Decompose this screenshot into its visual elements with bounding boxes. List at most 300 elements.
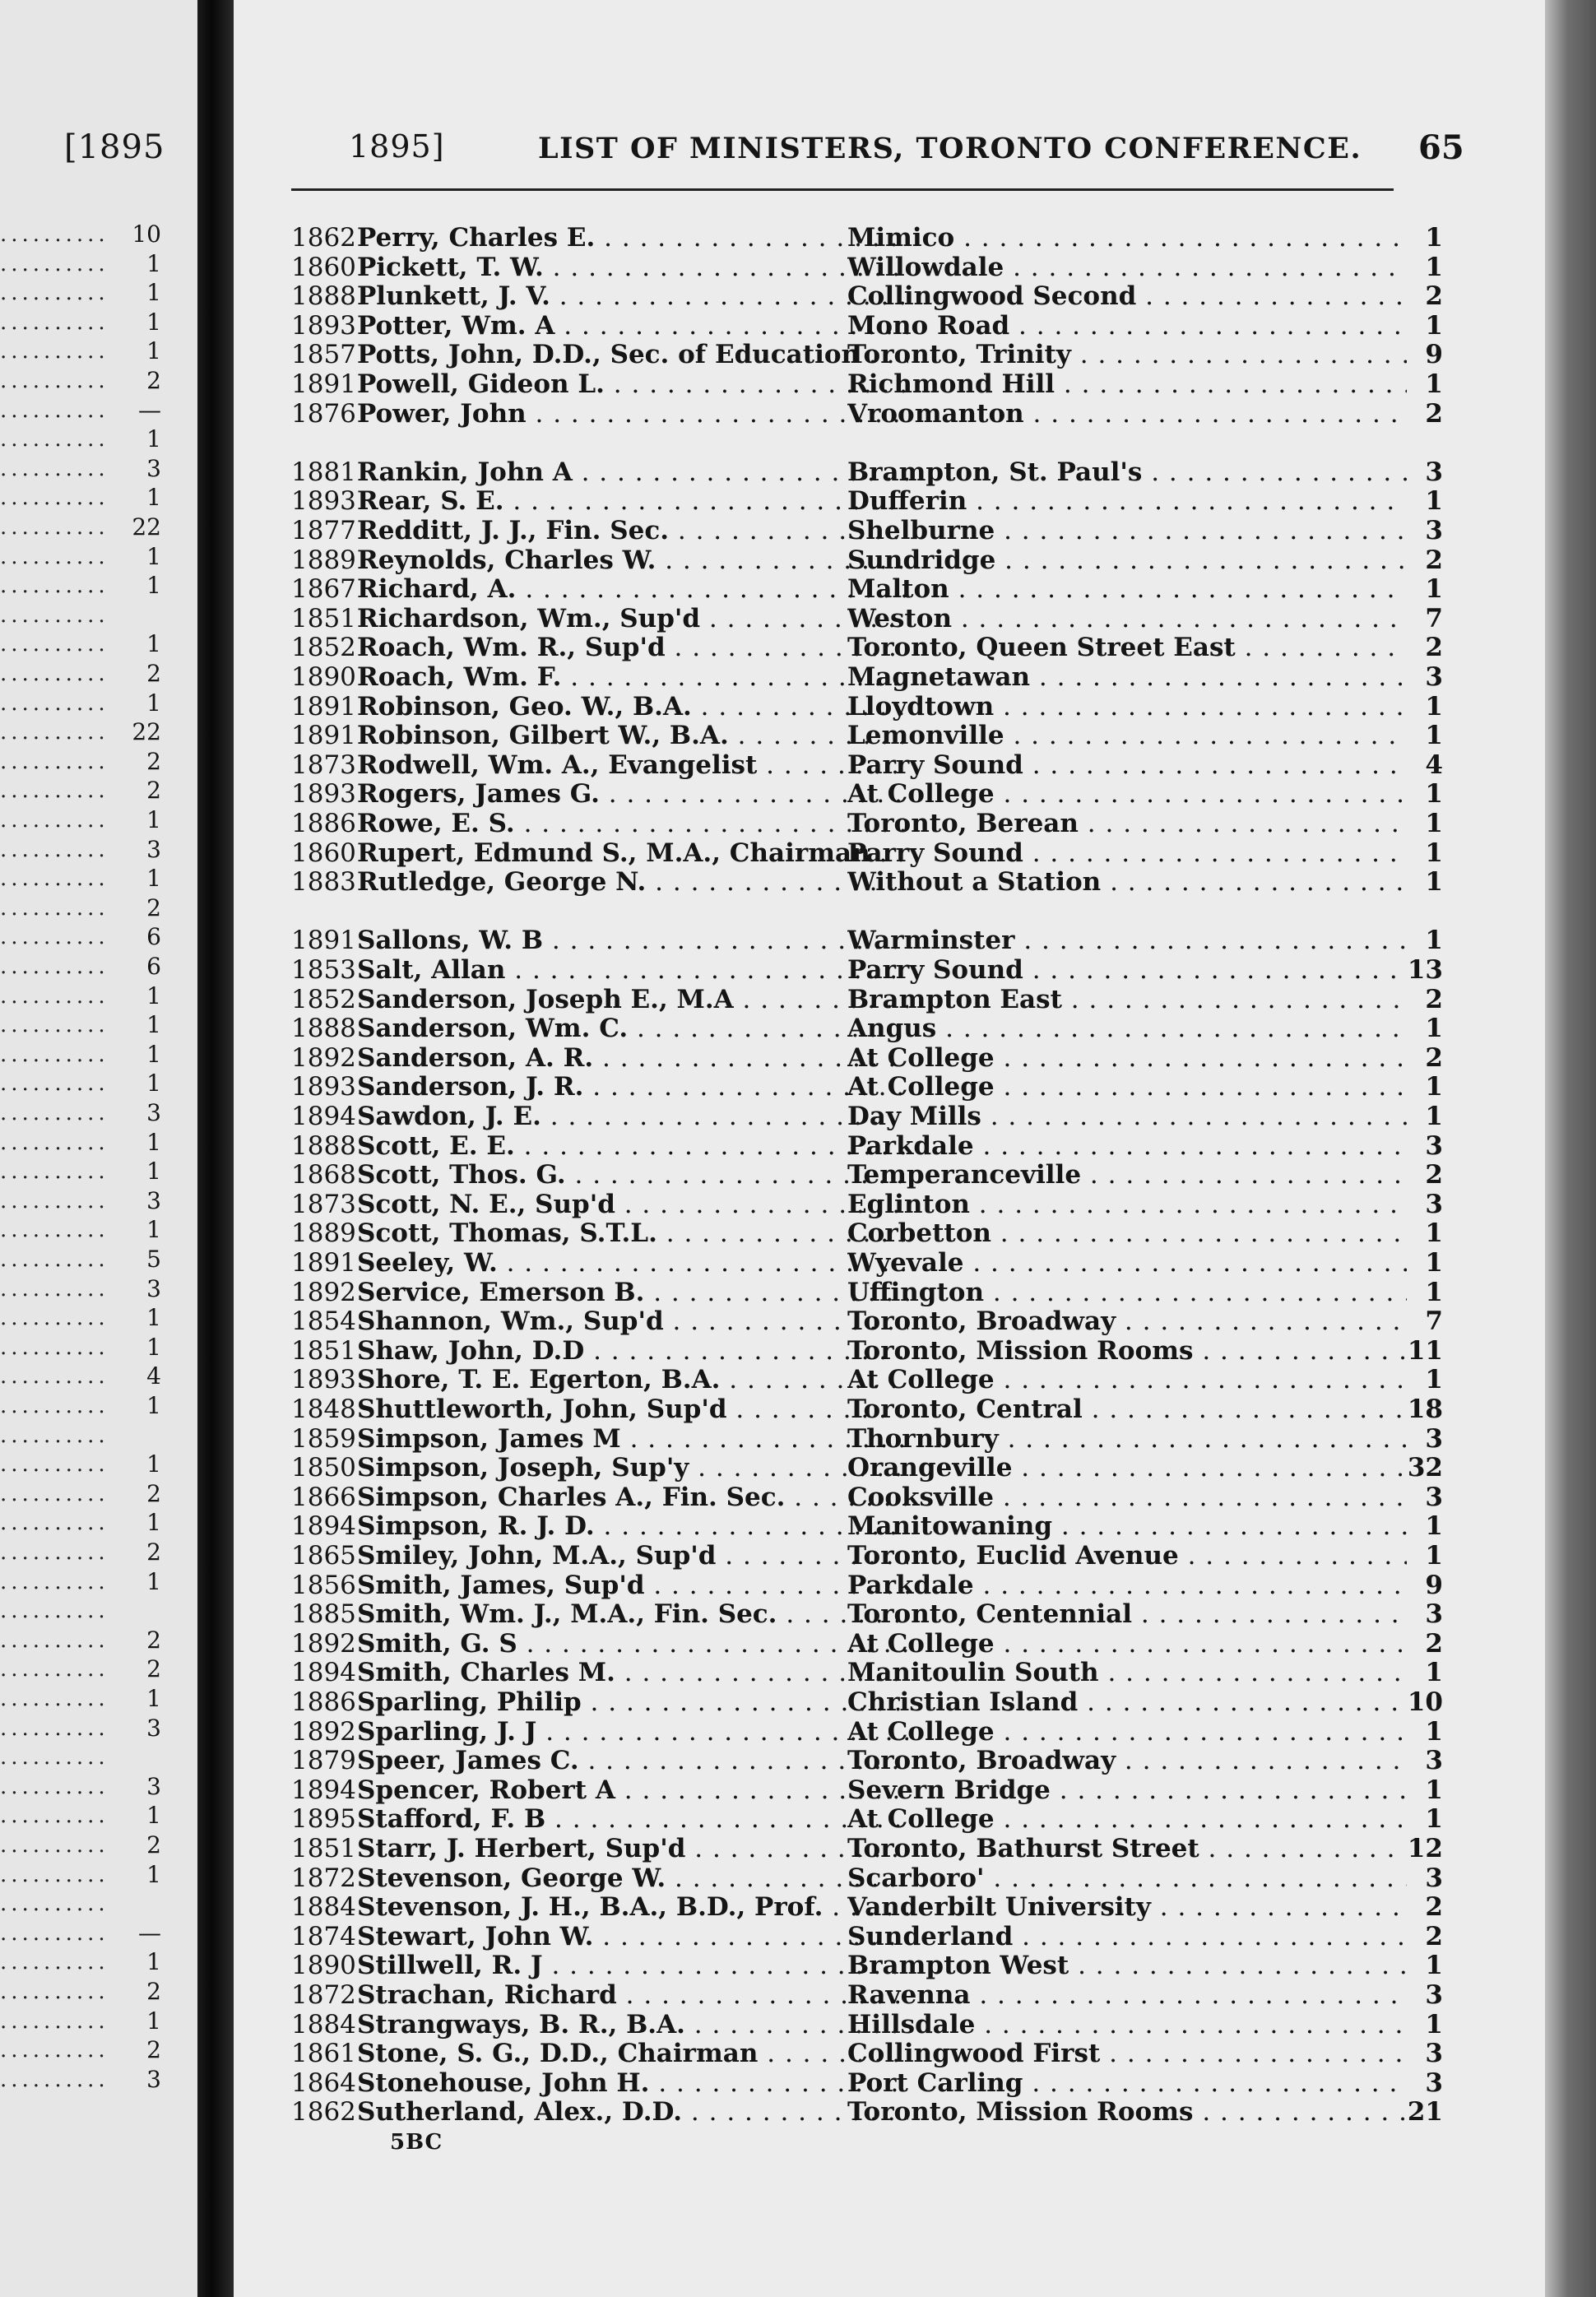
years-count: 2 xyxy=(1425,398,1443,429)
facing-page-value: 4 xyxy=(146,1362,161,1390)
facing-page-row xyxy=(0,894,161,922)
minister-name: Roach, Wm. R., Sup'd . . . xyxy=(357,633,908,663)
facing-page-row xyxy=(0,718,161,746)
entry-year: 1891 xyxy=(291,691,356,722)
list-item xyxy=(291,340,1443,370)
station-name: Manitoulin South . . . xyxy=(847,1659,1407,1688)
entry-year: 1889 xyxy=(291,1218,356,1249)
entry-year: 1868 xyxy=(291,1160,356,1190)
entry-year: 1893 xyxy=(291,1072,356,1102)
entry-year: 1862 xyxy=(291,223,356,253)
minister-name: Sanderson, Wm. C. . . . xyxy=(357,1014,908,1044)
leader-dots: .......... xyxy=(0,1745,109,1770)
years-count: 1 xyxy=(1425,838,1443,868)
station-name: Ravenna . . . xyxy=(847,1981,1407,2011)
facing-page-row xyxy=(0,1422,161,1450)
station-name: Thornbury . . . xyxy=(847,1425,1407,1455)
facing-page-value: 22 xyxy=(132,718,161,746)
minister-name: Stevenson, George W. . . . xyxy=(357,1864,908,1894)
years-count: 1 xyxy=(1425,2009,1443,2039)
facing-page-value: 1 xyxy=(146,630,161,658)
facing-page-value: — xyxy=(138,1919,161,1947)
years-count: 1 xyxy=(1425,1365,1443,1395)
leader-dots: .......... xyxy=(0,1715,109,1741)
facing-page-row xyxy=(0,425,161,453)
station-name: Orangeville . . . xyxy=(847,1454,1407,1483)
facing-page-row xyxy=(0,1275,161,1303)
minister-name: Rear, S. E. . . . xyxy=(357,487,908,517)
leader-dots: .......... xyxy=(0,1071,109,1097)
station-name: Vroomanton . . . xyxy=(847,400,1407,429)
entry-year: 1851 xyxy=(291,1335,356,1366)
years-count: 3 xyxy=(1425,1746,1443,1776)
facing-page-row xyxy=(0,1538,161,1566)
facing-page-value: 1 xyxy=(146,2007,161,2035)
entry-year: 1851 xyxy=(291,1834,356,1863)
list-item xyxy=(291,721,1443,751)
signature-mark: 5BC xyxy=(390,2130,443,2155)
minister-name: Richard, A. . . . xyxy=(357,575,908,605)
station-name: Collingwood First . . . xyxy=(847,2039,1407,2069)
entry-year: 1850 xyxy=(291,1453,356,1483)
station-name: Port Carling . . . xyxy=(847,2069,1407,2099)
minister-name: Stewart, John W. . . . xyxy=(357,1923,908,1952)
facing-page-value: 1 xyxy=(146,1948,161,1976)
list-item xyxy=(291,1248,1443,1278)
entry-year: 1854 xyxy=(291,1306,356,1337)
entry-year: 1877 xyxy=(291,516,356,545)
leader-dots: .......... xyxy=(0,602,109,628)
station-name: Angus . . . xyxy=(847,1014,1407,1044)
facing-page-value: 2 xyxy=(146,747,161,775)
header-year: 1895] xyxy=(349,128,445,165)
facing-page-value: 1 xyxy=(146,1567,161,1595)
facing-page-value: 1 xyxy=(146,689,161,717)
list-item xyxy=(291,1687,1443,1718)
entry-year: 1857 xyxy=(291,340,356,370)
station-name: Hillsdale . . . xyxy=(847,2011,1407,2040)
station-name: Parry Sound . . . xyxy=(847,956,1407,986)
entry-year: 1894 xyxy=(291,1511,356,1542)
years-count: 2 xyxy=(1425,1628,1443,1659)
entry-year: 1879 xyxy=(291,1746,356,1776)
years-count: 3 xyxy=(1425,1189,1443,1219)
facing-page-row xyxy=(0,1948,161,1976)
station-name: Toronto, Mission Rooms . . . xyxy=(847,1337,1407,1367)
list-item xyxy=(291,2039,1443,2069)
facing-page-value: 1 xyxy=(146,1040,161,1068)
years-count: 2 xyxy=(1425,545,1443,575)
entry-year: 1891 xyxy=(291,721,356,751)
leader-dots: .......... xyxy=(0,1569,109,1594)
facing-page-value: 3 xyxy=(146,1274,161,1302)
facing-page-row xyxy=(0,865,161,893)
list-item xyxy=(291,252,1443,283)
facing-page-row xyxy=(0,250,161,278)
entry-year: 1891 xyxy=(291,1248,356,1278)
station-name: Scarboro' . . . xyxy=(847,1864,1407,1894)
station-name: Dufferin . . . xyxy=(847,487,1407,517)
station-name: Lloydtown . . . xyxy=(847,693,1407,722)
facing-page-value: — xyxy=(138,396,161,424)
years-count: 1 xyxy=(1425,691,1443,722)
leader-dots: .......... xyxy=(0,1862,109,1887)
facing-page-value: 22 xyxy=(132,513,161,541)
years-count: 1 xyxy=(1425,1072,1443,1102)
list-item xyxy=(291,1306,1443,1337)
facing-page-fragment xyxy=(0,0,197,2297)
entry-year: 1865 xyxy=(291,1541,356,1571)
facing-page-row xyxy=(0,1568,161,1596)
station-name: Christian Island . . . xyxy=(847,1688,1407,1718)
facing-page-row xyxy=(0,1099,161,1127)
list-item xyxy=(291,1394,1443,1425)
facing-page-value: 1 xyxy=(146,1392,161,1419)
list-item xyxy=(291,2097,1443,2128)
years-count: 1 xyxy=(1425,1248,1443,1278)
leader-dots: .......... xyxy=(0,1013,109,1038)
station-name: At College . . . xyxy=(847,1718,1407,1747)
minister-name: Simpson, Charles A., Fin. Sec. . . . xyxy=(357,1483,908,1513)
minister-name: Powell, Gideon L. . . . xyxy=(357,370,908,400)
station-name: Toronto, Trinity . . . xyxy=(847,341,1407,370)
list-item xyxy=(291,867,1443,898)
station-name: Parry Sound . . . xyxy=(847,839,1407,869)
station-name: Sunderland . . . xyxy=(847,1923,1407,1952)
years-count: 3 xyxy=(1425,2067,1443,2098)
entry-year: 1892 xyxy=(291,1628,356,1659)
entry-year: 1861 xyxy=(291,2039,356,2069)
station-name: At College . . . xyxy=(847,1805,1407,1835)
list-item xyxy=(291,1189,1443,1220)
facing-page-row xyxy=(0,982,161,1010)
facing-page-row xyxy=(0,337,161,365)
entry-year: 1853 xyxy=(291,955,356,985)
page xyxy=(234,0,1557,2297)
page-title: LIST OF MINISTERS, TORONTO CONFERENCE. xyxy=(538,132,1362,165)
leader-dots: .......... xyxy=(0,1276,109,1302)
list-item xyxy=(291,1511,1443,1542)
leader-dots: .......... xyxy=(0,1247,109,1272)
station-name: Manitowaning . . . xyxy=(847,1512,1407,1542)
years-count: 3 xyxy=(1425,457,1443,487)
entry-year: 1884 xyxy=(291,1892,356,1923)
years-count: 2 xyxy=(1425,984,1443,1014)
minister-name: Stillwell, R. J . . . xyxy=(357,1951,908,1981)
list-item xyxy=(291,1628,1443,1659)
minister-name: Rupert, Edmund S., M.A., Chairman . . . xyxy=(357,839,908,869)
leader-dots: .......... xyxy=(0,1159,109,1185)
facing-page-row xyxy=(0,2007,161,2035)
facing-page-row xyxy=(0,806,161,834)
facing-page-value: 2 xyxy=(146,893,161,921)
page-edge xyxy=(1545,0,1596,2297)
minister-name: Stonehouse, John H. . . . xyxy=(357,2069,908,2099)
entry-year: 1852 xyxy=(291,984,356,1014)
leader-dots: .......... xyxy=(0,837,109,862)
entry-year: 1894 xyxy=(291,1658,356,1688)
facing-page-row xyxy=(0,397,161,425)
station-name: Mono Road . . . xyxy=(847,312,1407,341)
entry-year: 1890 xyxy=(291,1951,356,1981)
facing-page-row xyxy=(0,1978,161,2006)
years-count: 2 xyxy=(1425,281,1443,312)
years-count: 1 xyxy=(1425,867,1443,898)
station-name: Willowdale . . . xyxy=(847,253,1407,283)
list-item xyxy=(291,1570,1443,1601)
years-count: 1 xyxy=(1425,252,1443,282)
facing-page-row xyxy=(0,1070,161,1097)
minister-name: Sawdon, J. E. . . . xyxy=(357,1102,908,1132)
years-count: 18 xyxy=(1407,1394,1443,1424)
years-count: 3 xyxy=(1425,2039,1443,2069)
years-count: 1 xyxy=(1425,1014,1443,1044)
list-item xyxy=(291,1921,1443,1952)
list-item xyxy=(291,1892,1443,1923)
station-name: Toronto, Broadway . . . xyxy=(847,1747,1407,1776)
list-item xyxy=(291,1482,1443,1513)
leader-dots: .......... xyxy=(0,1422,109,1448)
years-count: 1 xyxy=(1425,310,1443,341)
facing-page-row xyxy=(0,660,161,688)
station-name: Day Mills . . . xyxy=(847,1102,1407,1132)
entry-year: 1894 xyxy=(291,1775,356,1805)
leader-dots: .......... xyxy=(0,983,109,1009)
list-item xyxy=(291,1277,1443,1308)
facing-page-row xyxy=(0,1890,161,1918)
leader-dots: .......... xyxy=(0,632,109,657)
station-name: Toronto, Central . . . xyxy=(847,1395,1407,1425)
minister-name: Rodwell, Wm. A., Evangelist . . . xyxy=(357,751,908,781)
minister-name: Potts, John, D.D., Sec. of Education . . . xyxy=(357,341,908,370)
facing-page-value: 1 xyxy=(146,542,161,570)
minister-name: Reynolds, Charles W. . . . xyxy=(357,546,908,576)
years-count: 4 xyxy=(1425,749,1443,780)
facing-page-value: 3 xyxy=(146,1714,161,1742)
minister-name: Strangways, B. R., B.A. . . . xyxy=(357,2011,908,2040)
list-item xyxy=(291,516,1443,546)
facing-page-row xyxy=(0,953,161,981)
station-name: Cooksville . . . xyxy=(847,1483,1407,1513)
list-item xyxy=(291,779,1443,810)
minister-name: Speer, James C. . . . xyxy=(357,1747,908,1776)
facing-page-value: 3 xyxy=(146,835,161,863)
leader-dots: .......... xyxy=(0,1188,109,1213)
list-item xyxy=(291,1834,1443,1864)
leader-dots: .......... xyxy=(0,1510,109,1536)
leader-dots: .......... xyxy=(0,2038,109,2063)
minister-name: Scott, N. E., Sup'd . . . xyxy=(357,1190,908,1220)
facing-page-value: 5 xyxy=(146,1246,161,1273)
facing-page-row xyxy=(0,1216,161,1244)
station-name: Lemonville . . . xyxy=(847,722,1407,751)
facing-page-row xyxy=(0,455,161,483)
list-item xyxy=(291,545,1443,576)
years-count: 1 xyxy=(1425,1277,1443,1307)
facing-page-row xyxy=(0,279,161,307)
facing-page-row xyxy=(0,2066,161,2094)
book-gutter xyxy=(197,0,234,2297)
entry-year: 1895 xyxy=(291,1804,356,1835)
facing-page-row xyxy=(0,572,161,600)
entry-year: 1886 xyxy=(291,809,356,838)
station-name: Toronto, Berean . . . xyxy=(847,810,1407,839)
minister-name: Shuttleworth, John, Sup'd . . . xyxy=(357,1395,908,1425)
list-item xyxy=(291,1130,1443,1162)
station-name: At College . . . xyxy=(847,780,1407,810)
years-count: 21 xyxy=(1407,2097,1443,2128)
facing-page-value: 1 xyxy=(146,484,161,512)
leader-dots: .......... xyxy=(0,339,109,364)
entry-year: 1891 xyxy=(291,369,356,399)
years-count: 2 xyxy=(1425,1160,1443,1190)
station-name: Brampton West . . . xyxy=(847,1951,1407,1981)
leader-dots: .......... xyxy=(0,720,109,745)
facing-page-value: 1 xyxy=(146,1158,161,1186)
entry-year: 1881 xyxy=(291,457,356,487)
facing-page-value: 2 xyxy=(146,1978,161,2005)
facing-page-row xyxy=(0,1246,161,1274)
facing-page-row xyxy=(0,1715,161,1742)
facing-page-value: 1 xyxy=(146,572,161,600)
entry-year: 1893 xyxy=(291,310,356,341)
list-item xyxy=(291,281,1443,312)
facing-page-value: 2 xyxy=(146,1831,161,1858)
leader-dots: .......... xyxy=(0,1130,109,1155)
list-item xyxy=(291,398,1443,429)
minister-name: Shaw, John, D.D . . . xyxy=(357,1337,908,1367)
leader-dots: .......... xyxy=(0,1803,109,1829)
leader-dots: .......... xyxy=(0,690,109,716)
leader-dots: .......... xyxy=(0,661,109,686)
facing-page-value: 1 xyxy=(146,1860,161,1888)
entry-year: 1860 xyxy=(291,252,356,282)
minister-name: Perry, Charles E. . . . xyxy=(357,224,908,253)
facing-page-value: 2 xyxy=(146,2036,161,2064)
entry-year: 1894 xyxy=(291,1102,356,1131)
minister-name: Richardson, Wm., Sup'd . . . xyxy=(357,605,908,634)
minister-name: Shannon, Wm., Sup'd . . . xyxy=(357,1307,908,1337)
facing-page-value: 2 xyxy=(146,777,161,805)
minister-name: Redditt, J. J., Fin. Sec. . . . xyxy=(357,517,908,546)
leader-dots: .......... xyxy=(0,222,109,247)
facing-page-value: 2 xyxy=(146,367,161,394)
minister-name: Sutherland, Alex., D.D. . . . xyxy=(357,2098,908,2128)
facing-page-row xyxy=(0,630,161,658)
minister-name: Simpson, James M . . . xyxy=(357,1425,908,1455)
years-count: 10 xyxy=(1407,1687,1443,1717)
facing-page-row xyxy=(0,484,161,512)
minister-name: Rogers, James G. . . . xyxy=(357,780,908,810)
station-name: Parkdale . . . xyxy=(847,1132,1407,1162)
minister-name: Sallons, W. B . . . xyxy=(357,926,908,956)
minister-name: Sanderson, J. R. . . . xyxy=(357,1073,908,1102)
station-name: Brampton, St. Paul's . . . xyxy=(847,458,1407,488)
leader-dots: .......... xyxy=(0,778,109,804)
leader-dots: .......... xyxy=(0,1599,109,1624)
station-name: Toronto, Bathurst Street . . . xyxy=(847,1835,1407,1864)
entry-year: 1872 xyxy=(291,1980,356,2010)
minister-name: Plunkett, J. V. . . . xyxy=(357,282,908,312)
facing-page-row xyxy=(0,1011,161,1039)
list-item xyxy=(291,1423,1443,1455)
list-item xyxy=(291,1951,1443,1981)
entry-year: 1862 xyxy=(291,2097,356,2128)
station-name: Warminster . . . xyxy=(847,926,1407,956)
facing-page-value: 1 xyxy=(146,425,161,453)
entry-year: 1851 xyxy=(291,603,356,633)
years-count: 3 xyxy=(1425,1130,1443,1161)
leader-dots: .......... xyxy=(0,749,109,774)
facing-page-row xyxy=(0,1509,161,1537)
list-item xyxy=(291,310,1443,341)
facing-page-value: 1 xyxy=(146,1216,161,1244)
station-name: Parry Sound . . . xyxy=(847,751,1407,781)
facing-page-value: 10 xyxy=(132,220,161,248)
list-item xyxy=(291,1775,1443,1806)
leader-dots: .......... xyxy=(0,309,109,335)
minister-name: Sparling, Philip . . . xyxy=(357,1688,908,1718)
entry-year: 1886 xyxy=(291,1687,356,1717)
section-gap xyxy=(291,898,1394,927)
facing-page-row xyxy=(0,1743,161,1771)
leader-dots: .......... xyxy=(0,1306,109,1331)
facing-page-value: 1 xyxy=(146,337,161,365)
list-item xyxy=(291,486,1443,517)
station-name: Toronto, Mission Rooms . . . xyxy=(847,2098,1407,2128)
facing-page-value: 2 xyxy=(146,1626,161,1654)
minister-name: Smith, James, Sup'd . . . xyxy=(357,1571,908,1601)
page-number: 65 xyxy=(1418,128,1464,167)
years-count: 1 xyxy=(1425,223,1443,253)
facing-page-row xyxy=(0,543,161,571)
years-count: 3 xyxy=(1425,1423,1443,1454)
list-item xyxy=(291,1453,1443,1483)
list-item xyxy=(291,955,1443,986)
years-count: 2 xyxy=(1425,1892,1443,1923)
leader-dots: .......... xyxy=(0,544,109,569)
years-count: 1 xyxy=(1425,809,1443,838)
leader-dots: .......... xyxy=(0,1101,109,1125)
years-count: 7 xyxy=(1425,1306,1443,1337)
leader-dots: .......... xyxy=(0,1687,109,1711)
leader-dots: .......... xyxy=(0,1833,109,1858)
minister-name: Sparling, J. J . . . xyxy=(357,1718,908,1747)
entry-year: 1873 xyxy=(291,749,356,780)
leader-dots: .......... xyxy=(0,2067,109,2092)
entry-year: 1883 xyxy=(291,867,356,898)
facing-page-row xyxy=(0,748,161,776)
leader-dots: .......... xyxy=(0,1891,109,1917)
years-count: 9 xyxy=(1425,1570,1443,1600)
list-item xyxy=(291,1160,1443,1190)
station-name: Corbetton . . . xyxy=(847,1219,1407,1249)
leader-dots: .......... xyxy=(0,427,109,452)
facing-page-row xyxy=(0,601,161,629)
leader-dots: .......... xyxy=(0,1950,109,1975)
facing-page-row xyxy=(0,1685,161,1713)
years-count: 1 xyxy=(1425,926,1443,956)
minister-name: Smiley, John, M.A., Sup'd . . . xyxy=(357,1542,908,1571)
facing-page-row xyxy=(0,2036,161,2064)
station-name: Wyevale . . . xyxy=(847,1249,1407,1278)
station-name: Vanderbilt University . . . xyxy=(847,1893,1407,1923)
leader-dots: .......... xyxy=(0,456,109,481)
years-count: 3 xyxy=(1425,1482,1443,1512)
facing-page-row xyxy=(0,1773,161,1801)
section-gap xyxy=(291,429,1394,458)
entry-year: 1859 xyxy=(291,1423,356,1454)
